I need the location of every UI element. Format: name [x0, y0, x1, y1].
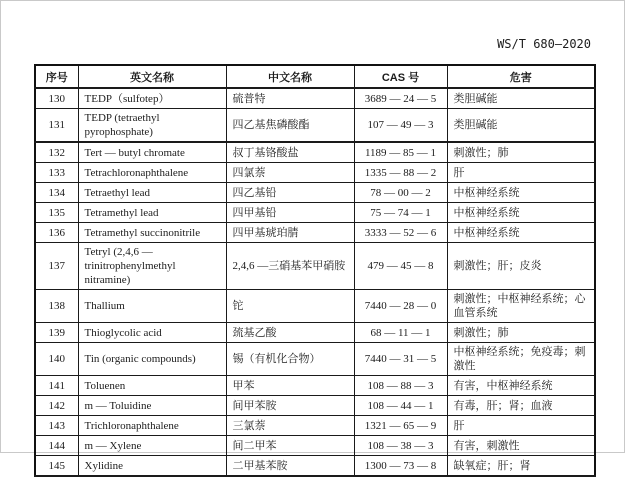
cell-no: 139 — [35, 323, 78, 343]
cell-no: 142 — [35, 396, 78, 416]
cell-no: 143 — [35, 416, 78, 436]
table-row — [35, 396, 595, 416]
cell-hazard: 有害，刺激性 — [447, 436, 595, 456]
table-row — [35, 88, 595, 109]
cell-hazard: 刺激性；肺 — [447, 323, 595, 343]
cell-zh: 锡（有机化合物） — [226, 343, 354, 376]
cell-en: Tetryl (2,4,6 — trinitrophenylmethyl nitramine) — [78, 243, 226, 290]
cell-en: Toluenen — [78, 376, 226, 396]
cell-en: Tert — butyl chromate — [78, 142, 226, 163]
cell-hazard: 有毒，肝；肾；血液 — [447, 396, 595, 416]
cell-zh: 四甲基琥珀腈 — [226, 223, 354, 243]
cell-hazard: 刺激性；中枢神经系统；心血管系统 — [447, 290, 595, 323]
cell-zh: 甲苯 — [226, 376, 354, 396]
cell-hazard: 刺激性；肝；皮炎 — [447, 243, 595, 290]
table-header-row — [35, 65, 595, 88]
cell-cas: 1321 — 65 — 9 — [354, 416, 447, 436]
cell-cas: 7440 — 31 — 5 — [354, 343, 447, 376]
cell-cas: 108 — 38 — 3 — [354, 436, 447, 456]
column-header-cas: CAS 号 — [354, 65, 447, 88]
cell-no: 134 — [35, 183, 78, 203]
cell-cas: 1189 — 85 — 1 — [354, 142, 447, 163]
cell-zh: 间甲苯胺 — [226, 396, 354, 416]
cell-no: 130 — [35, 88, 78, 109]
cell-cas: 1335 — 88 — 2 — [354, 163, 447, 183]
cell-cas: 75 — 74 — 1 — [354, 203, 447, 223]
cell-no: 136 — [35, 223, 78, 243]
cell-cas: 68 — 11 — 1 — [354, 323, 447, 343]
cell-hazard: 类胆碱能 — [447, 88, 595, 109]
cell-en: Tetrachloronaphthalene — [78, 163, 226, 183]
table-row — [35, 376, 595, 396]
column-header-en: 英文名称 — [78, 65, 226, 88]
table-row — [35, 243, 595, 290]
column-header-zh: 中文名称 — [226, 65, 354, 88]
cell-cas: 479 — 45 — 8 — [354, 243, 447, 290]
cell-no: 132 — [35, 142, 78, 163]
cell-hazard: 中枢神经系统 — [447, 183, 595, 203]
cell-zh: 2,4,6 —三硝基苯甲硝胺 — [226, 243, 354, 290]
cell-no: 140 — [35, 343, 78, 376]
table-row — [35, 436, 595, 456]
cell-cas: 7440 — 28 — 0 — [354, 290, 447, 323]
cell-no: 137 — [35, 243, 78, 290]
cell-en: Trichloronaphthalene — [78, 416, 226, 436]
cell-cas: 3333 — 52 — 6 — [354, 223, 447, 243]
cell-en: Tetramethyl succinonitrile — [78, 223, 226, 243]
table-row — [35, 142, 595, 163]
cell-cas: 3689 — 24 — 5 — [354, 88, 447, 109]
table-row — [35, 203, 595, 223]
cell-en: Thioglycolic acid — [78, 323, 226, 343]
standard-number: WS/T 680—2020 — [497, 37, 591, 51]
cell-zh: 铊 — [226, 290, 354, 323]
table-row — [35, 290, 595, 323]
column-header-no: 序号 — [35, 65, 78, 88]
cell-hazard: 肝 — [447, 163, 595, 183]
cell-no: 138 — [35, 290, 78, 323]
cell-en: TEDP (tetraethyl pyrophosphate) — [78, 109, 226, 143]
cell-cas: 1300 — 73 — 8 — [354, 456, 447, 477]
cell-en: Thallium — [78, 290, 226, 323]
cell-en: Xylidine — [78, 456, 226, 477]
cell-zh: 间二甲苯 — [226, 436, 354, 456]
cell-hazard: 中枢神经系统 — [447, 203, 595, 223]
table-row — [35, 183, 595, 203]
cell-en: m — Toluidine — [78, 396, 226, 416]
cell-zh: 四乙基焦磷酸酯 — [226, 109, 354, 143]
table-row — [35, 109, 595, 143]
cell-en: m — Xylene — [78, 436, 226, 456]
cell-cas: 108 — 44 — 1 — [354, 396, 447, 416]
cell-hazard: 中枢神经系统 — [447, 223, 595, 243]
cell-no: 141 — [35, 376, 78, 396]
cell-no: 135 — [35, 203, 78, 223]
cell-zh: 四甲基铅 — [226, 203, 354, 223]
cell-no: 144 — [35, 436, 78, 456]
cell-zh: 四乙基铅 — [226, 183, 354, 203]
cell-no: 145 — [35, 456, 78, 477]
table-row — [35, 223, 595, 243]
cell-cas: 107 — 49 — 3 — [354, 109, 447, 143]
table-row — [35, 323, 595, 343]
cell-hazard: 刺激性；肺 — [447, 142, 595, 163]
table-row — [35, 456, 595, 477]
cell-zh: 三氯萘 — [226, 416, 354, 436]
table-body — [35, 88, 595, 476]
cell-zh: 巯基乙酸 — [226, 323, 354, 343]
table-row — [35, 163, 595, 183]
cell-en: TEDP（sulfotep） — [78, 88, 226, 109]
cell-cas: 108 — 88 — 3 — [354, 376, 447, 396]
cell-cas: 78 — 00 — 2 — [354, 183, 447, 203]
cell-hazard: 有害，中枢神经系统 — [447, 376, 595, 396]
cell-en: Tetramethyl lead — [78, 203, 226, 223]
cell-no: 133 — [35, 163, 78, 183]
table-row — [35, 343, 595, 376]
cell-hazard: 缺氧症；肝；肾 — [447, 456, 595, 477]
hazard-table — [34, 64, 596, 477]
cell-hazard: 肝 — [447, 416, 595, 436]
cell-zh: 硫普特 — [226, 88, 354, 109]
table-row — [35, 416, 595, 436]
cell-no: 131 — [35, 109, 78, 143]
cell-zh: 四氯萘 — [226, 163, 354, 183]
cell-hazard: 中枢神经系统；免疫毒；刺激性 — [447, 343, 595, 376]
column-header-hazard: 危害 — [447, 65, 595, 88]
cell-zh: 二甲基苯胺 — [226, 456, 354, 477]
cell-en: Tin (organic compounds) — [78, 343, 226, 376]
cell-hazard: 类胆碱能 — [447, 109, 595, 143]
cell-zh: 叔丁基铬酸盐 — [226, 142, 354, 163]
cell-en: Tetraethyl lead — [78, 183, 226, 203]
